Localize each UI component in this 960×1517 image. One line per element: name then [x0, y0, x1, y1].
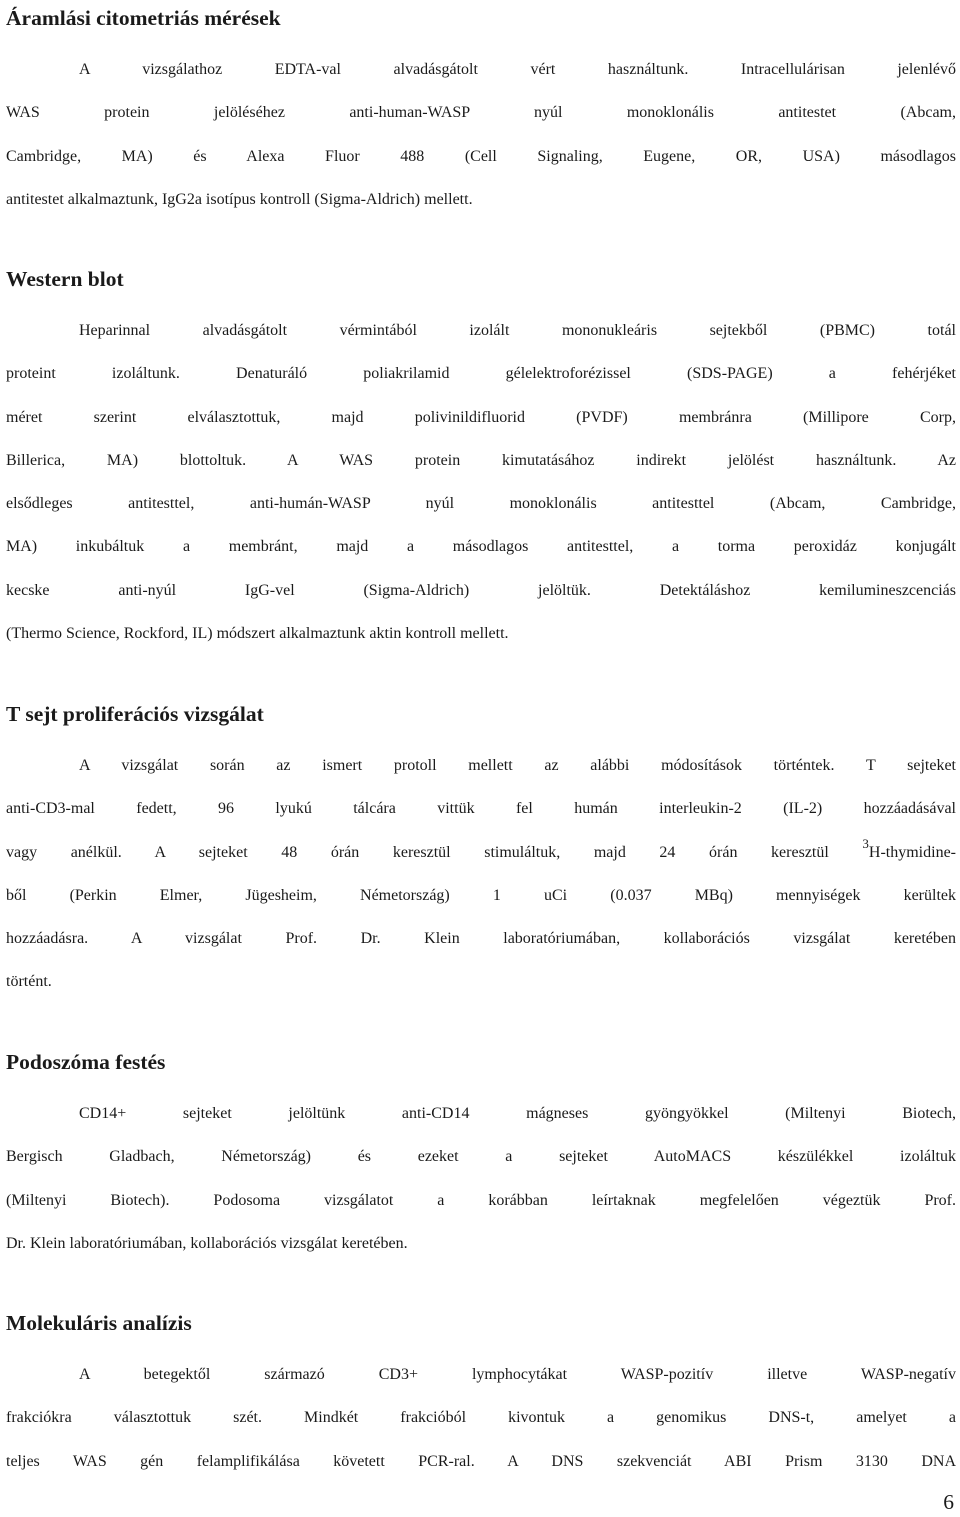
paragraph-line: A betegektől származó CD3+ lymphocytákat WASP-pozitív illetve WASP-negatív	[79, 1366, 956, 1383]
section-heading: T sejt proliferációs vizsgálat	[6, 702, 264, 726]
paragraph-line: MA) inkubáltuk a membránt, majd a másodlagos antitesttel, a torma peroxidáz konjugált	[6, 538, 956, 556]
paragraph-line: történt.	[6, 973, 52, 991]
line-text: vagy anélkül. A sejteket 48 órán keresztül stimuláltuk, majd 24 órán keresztül	[6, 843, 863, 861]
paragraph-line: Heparinnal alvadásgátolt vérmintából izolált mononukleáris sejtekből (PBMC) totál	[79, 322, 956, 339]
section-western-blot	[6, 265, 956, 655]
paragraph-line: kecske anti-nyúl IgG-vel (Sigma-Aldrich) jelöltük. Detektáláshoz kemilumineszcenciás	[6, 581, 956, 599]
paragraph-line: Dr. Klein laboratóriumában, kollaborációs vizsgálat keretében.	[6, 1234, 408, 1252]
paragraph-line: frakciókra választottuk szét. Mindkét frakcióból kivontuk a genomikus DNS-t, amelyet a	[6, 1409, 956, 1427]
paragraph-line: CD14+ sejteket jelöltünk anti-CD14 mágneses gyöngyökkel (Miltenyi Biotech,	[79, 1105, 956, 1122]
section-heading: Áramlási citometriás mérések	[6, 6, 281, 30]
paragraph-line: proteint izoláltunk. Denaturáló poliakrilamid gélelektroforézissel (SDS-PAGE) a fehérjéket	[6, 365, 956, 383]
paragraph-line: A vizsgálat során az ismert protoll mellett az alábbi módosítások történtek. T sejteket	[79, 757, 956, 774]
paragraph-line: elsődleges antitesttel, anti-humán-WASP nyúl monoklonális antitesttel (Abcam, Cambridge,	[6, 495, 956, 513]
paragraph-line: Cambridge, MA) és Alexa Fluor 488 (Cell Signaling, Eugene, OR, USA) másodlagos	[6, 147, 956, 165]
paragraph-line: WAS protein jelöléséhez anti-human-WASP nyúl monoklonális antitestet (Abcam,	[6, 104, 956, 122]
section-heading: Molekuláris analízis	[6, 1311, 192, 1335]
paragraph-line: Billerica, MA) blottoltuk. A WAS protein kimutatásához indirekt jelölést használtunk. Az	[6, 451, 956, 469]
section-flow-cytometry	[6, 4, 956, 221]
paragraph-line: ből (Perkin Elmer, Jügesheim, Németország) 1 uCi (0.037 MBq) mennyiségek kerültek	[6, 886, 956, 904]
paragraph-line: antitestet alkalmaztunk, IgG2a isotípus kontroll (Sigma-Aldrich) mellett.	[6, 190, 473, 208]
section-heading: Podoszóma festés	[6, 1050, 166, 1074]
paragraph-line: A vizsgálathoz EDTA-val alvadásgátolt vért használtunk. Intracellulárisan jelenlévő	[79, 61, 956, 78]
paragraph-line-with-superscript	[6, 831, 956, 874]
paragraph-line: anti-CD3-mal fedett, 96 lyukú tálcára vittük fel humán interleukin-2 (IL-2) hozzáadásával	[6, 800, 956, 818]
paragraph-line: (Thermo Science, Rockford, IL) módszert alkalmaztunk aktin kontroll mellett.	[6, 625, 509, 643]
paragraph-line: hozzáadásra. A vizsgálat Prof. Dr. Klein laboratóriumában, kollaborációs vizsgálat keretében	[6, 930, 956, 948]
page-number: 6	[943, 1490, 954, 1514]
section-t-cell-proliferation	[6, 700, 956, 1004]
paragraph-line: (Miltenyi Biotech). Podosoma vizsgálatot a korábban leírtaknak megfelelően végeztük Prof.	[6, 1191, 956, 1209]
line-text: H-thymidine-	[868, 843, 956, 861]
section-heading: Western blot	[6, 267, 124, 291]
paragraph-line: teljes WAS gén felamplifikálása követett PCR-ral. A DNS szekvenciát ABI Prism 3130 DNA	[6, 1452, 956, 1470]
paragraph-line: méret szerint elválasztottuk, majd polivinildifluorid (PVDF) membránra (Millipore Corp,	[6, 408, 956, 426]
paragraph-line: Bergisch Gladbach, Németország) és ezeket a sejteket AutoMACS készülékkel izoláltuk	[6, 1148, 956, 1166]
superscript: 3	[862, 835, 869, 851]
section-molecular-analysis	[6, 1309, 956, 1483]
section-podosome-staining	[6, 1048, 956, 1265]
